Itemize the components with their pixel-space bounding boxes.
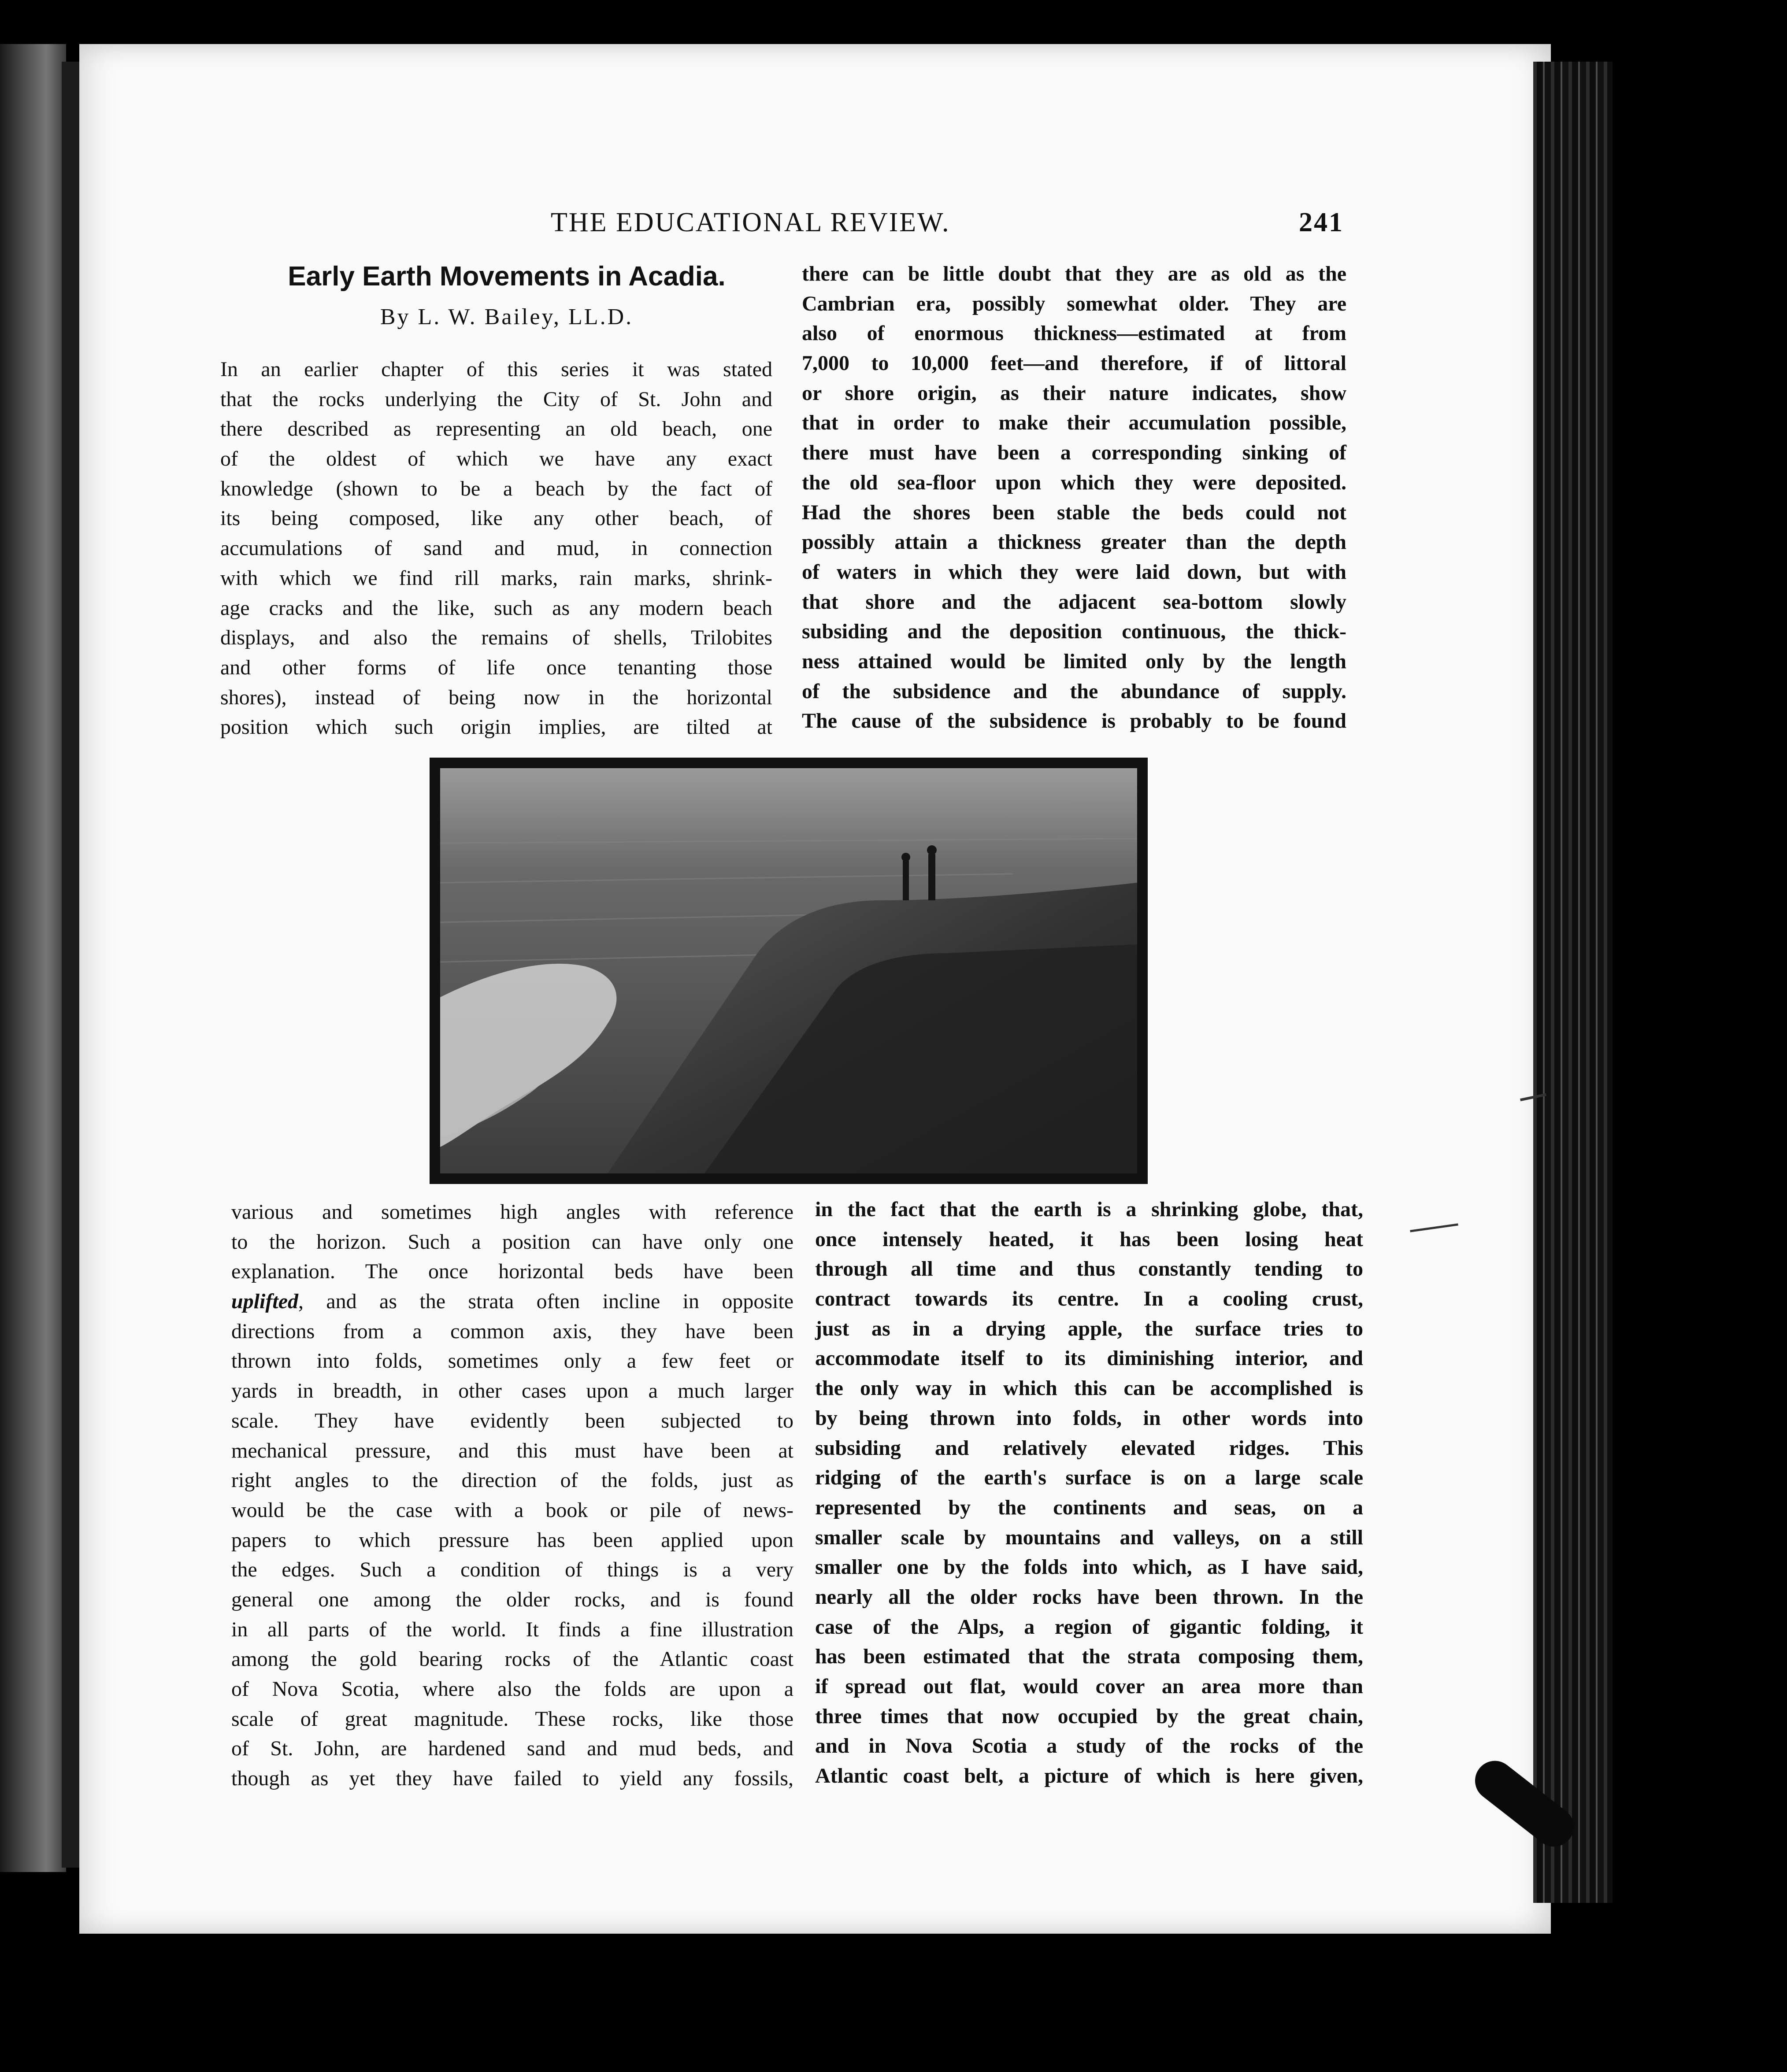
text-line: there must have been a corresponding sinking of xyxy=(802,441,1346,465)
text-line: accommodate itself to its diminishing interior, and xyxy=(815,1347,1363,1370)
running-head xyxy=(551,207,1344,242)
text-line: just as in a drying apple, the surface tries to xyxy=(815,1317,1363,1340)
text-line: knowledge (shown to be a beach by the fact of xyxy=(220,477,772,500)
emphasized-word: uplifted xyxy=(231,1290,298,1314)
text-line: general one among the older rocks, and is found xyxy=(231,1587,793,1611)
photo-image xyxy=(440,768,1137,1173)
gutter-shadow xyxy=(62,62,79,1868)
journal-title: THE EDUCATIONAL REVIEW. xyxy=(551,207,950,237)
left-column-top xyxy=(220,355,772,742)
text-line: possibly attain a thickness greater than the depth xyxy=(802,530,1346,554)
text-line: nearly all the older rocks have been thrown. In the xyxy=(815,1585,1363,1609)
text-line: Had the shores been stable the beds could not xyxy=(802,500,1346,524)
text-line: shores), instead of being now in the horizontal xyxy=(220,685,772,709)
text-line: 7,000 to 10,000 feet—and therefore, if of littoral xyxy=(802,352,1346,375)
text-line: that in order to make their accumulation possible, xyxy=(802,411,1346,435)
text-line: smaller scale by mountains and valleys, on a still xyxy=(815,1525,1363,1549)
text-line: explanation. The once horizontal beds have been xyxy=(231,1260,793,1284)
article-byline: By L. W. Bailey, LL.D. xyxy=(380,304,634,329)
text-line: among the gold bearing rocks of the Atlantic coast xyxy=(231,1647,793,1671)
text-line: there can be little doubt that they are as old as the xyxy=(802,262,1346,285)
text-line: subsiding and relatively elevated ridges. This xyxy=(815,1436,1363,1460)
text-line: subsiding and the deposition continuous, the thick- xyxy=(802,620,1346,644)
text-line: smaller one by the folds into which, as I have said, xyxy=(815,1555,1363,1579)
text-line: represented by the continents and seas, on a xyxy=(815,1495,1363,1519)
text-line: there described as representing an old beach, one xyxy=(220,417,772,441)
text-line: in all parts of the world. It finds a fine illustration xyxy=(231,1617,793,1641)
text-line: ness attained would be limited only by the length xyxy=(802,649,1346,673)
text-line: once intensely heated, it has been losing heat xyxy=(815,1227,1363,1251)
text-line: its being composed, like any other beach, of xyxy=(220,507,772,530)
right-column-top xyxy=(802,259,1346,736)
text-line: that the rocks underlying the City of St. John and xyxy=(220,387,772,411)
text-line: of the oldest of which we have any exact xyxy=(220,447,772,471)
text-line: of the subsidence and the abundance of supply. xyxy=(802,679,1346,703)
text-line: of waters in which they were laid down, but with xyxy=(802,560,1346,584)
text-line: in the fact that the earth is a shrinking globe, that, xyxy=(815,1198,1363,1221)
text-line: position which such origin implies, are tilted at xyxy=(220,715,772,739)
text-line: The cause of the subsidence is probably to be found xyxy=(802,709,1346,733)
right-column-bottom xyxy=(815,1195,1363,1791)
text-line: three times that now occupied by the great chain, xyxy=(815,1704,1363,1728)
text-line: right angles to the direction of the folds, just as xyxy=(231,1469,793,1492)
text-line: case of the Alps, a region of gigantic folding, it xyxy=(815,1615,1363,1639)
text-line: also of enormous thickness—estimated at from xyxy=(802,322,1346,345)
text-line: papers to which pressure has been applied upon xyxy=(231,1528,793,1552)
text-line: that shore and the adjacent sea-bottom slowly xyxy=(802,590,1346,614)
page-number: 241 xyxy=(1299,207,1344,237)
text-line: though as yet they have failed to yield any fossils, xyxy=(231,1767,793,1791)
text-line: of St. John, are hardened sand and mud beds, and xyxy=(231,1737,793,1761)
text-line: scale of great magnitude. These rocks, like those xyxy=(231,1707,793,1731)
facing-page-edge xyxy=(0,44,66,1872)
text-line: yards in breadth, in other cases upon a much larger xyxy=(231,1379,793,1403)
text-line: mechanical pressure, and this must have been at xyxy=(231,1439,793,1462)
left-column-bottom xyxy=(231,1197,793,1794)
article-title: Early Earth Movements in Acadia. xyxy=(288,261,726,292)
text-line: or shore origin, as their nature indicates, show xyxy=(802,381,1346,405)
text-line: Cambrian era, possibly somewhat older. They are xyxy=(802,292,1346,315)
text-line: age cracks and the like, such as any modern beach xyxy=(220,596,772,620)
text-line: directions from a common axis, they have been xyxy=(231,1319,793,1343)
text-line: would be the case with a book or pile of news- xyxy=(231,1498,793,1522)
text-line: the only way in which this can be accomplished is xyxy=(815,1376,1363,1400)
text-line: uplifted, and as the strata often incline in opposite xyxy=(231,1290,793,1314)
text-line: through all time and thus constantly tending to xyxy=(815,1257,1363,1281)
text-line: and in Nova Scotia a study of the rocks of the xyxy=(815,1734,1363,1758)
text-line: with which we find rill marks, rain marks, shrink- xyxy=(220,566,772,590)
text-line: to the horizon. Such a position can have only one xyxy=(231,1230,793,1254)
text-line: the old sea-floor upon which they were deposited. xyxy=(802,470,1346,494)
text-line: scale. They have evidently been subjected to xyxy=(231,1409,793,1432)
text-line: contract towards its centre. In a cooling crust, xyxy=(815,1287,1363,1311)
text-line: Atlantic coast belt, a picture of which is here given, xyxy=(815,1764,1363,1788)
text-line: has been estimated that the strata composing them, xyxy=(815,1645,1363,1669)
book-page-stack xyxy=(1533,62,1613,1903)
text-line: by being thrown into folds, in other words into xyxy=(815,1406,1363,1430)
text-line: thrown into folds, sometimes only a few feet or xyxy=(231,1349,793,1373)
coastal-photograph xyxy=(430,758,1148,1184)
text-line: if spread out flat, would cover an area more than xyxy=(815,1675,1363,1698)
text-line: displays, and also the remains of shells, Trilobites xyxy=(220,626,772,650)
text-line: and other forms of life once tenanting those xyxy=(220,655,772,679)
text-line: the edges. Such a condition of things is a very xyxy=(231,1558,793,1582)
text-line: accumulations of sand and mud, in connection xyxy=(220,536,772,560)
text-line: of Nova Scotia, where also the folds are upon a xyxy=(231,1677,793,1701)
photo-scene xyxy=(440,768,1137,1173)
text-line: various and sometimes high angles with reference xyxy=(231,1200,793,1224)
text-line: ridging of the earth's surface is on a large scale xyxy=(815,1466,1363,1490)
text-line: In an earlier chapter of this series it was stated xyxy=(220,358,772,381)
